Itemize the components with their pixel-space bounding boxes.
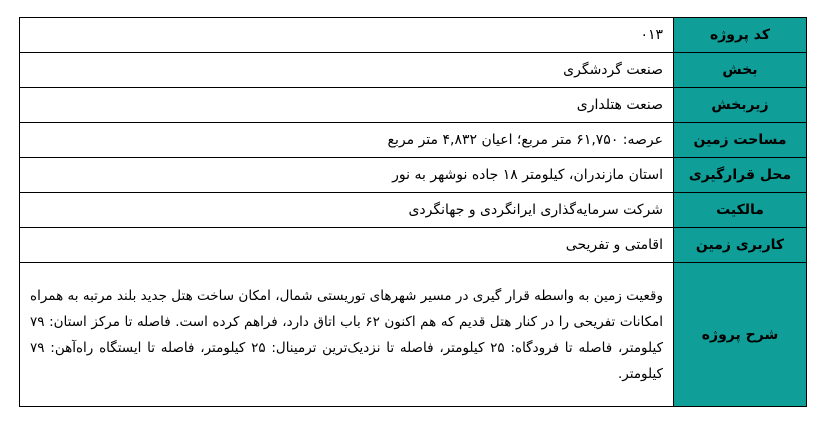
project-info-table [19, 17, 807, 407]
row-sector [20, 53, 807, 88]
label-description: شرح پروژه [674, 263, 807, 407]
row-land-use [20, 228, 807, 263]
row-land-area [20, 123, 807, 158]
label-land-use: کاربری زمین [674, 228, 807, 263]
label-subsector: زیربخش [674, 88, 807, 123]
row-subsector [20, 88, 807, 123]
row-ownership [20, 193, 807, 228]
value-land-area: عرصه: ۶۱,۷۵۰ متر مربع؛ اعیان ۴,۸۳۲ متر مربع [20, 123, 674, 158]
label-location: محل قرارگیری [674, 158, 807, 193]
label-project-code: کد پروژه [674, 18, 807, 53]
label-sector: بخش [674, 53, 807, 88]
row-description [20, 263, 807, 407]
value-sector: صنعت گردشگری [20, 53, 674, 88]
value-land-use: اقامتی و تفریحی [20, 228, 674, 263]
label-land-area: مساحت زمین [674, 123, 807, 158]
row-project-code [20, 18, 807, 53]
value-subsector: صنعت هتلداری [20, 88, 674, 123]
label-ownership: مالکیت [674, 193, 807, 228]
value-description: وقعیت زمین به واسطه قرار گیری در مسیر شهرهای توریستی شمال، امکان ساخت هتل جدید بلند مرتبه به همراه امکانات تفریحی را در کنار هتل قدیم که هم اکنون ۶۲ باب اتاق دارد، فراهم کرده است. فاصله تا مرکز استان: ۷۹ کیلومتر، فاصله تا فرودگاه: ۲۵ کیلومتر، فاصله تا نزدیک‌ترین ترمینال: ۲۵ کیلومتر، فاصله تا ایستگاه راه‌آهن: ۷۹ کیلومتر. [20, 263, 674, 407]
value-location: استان مازندران، کیلومتر ۱۸ جاده نوشهر به نور [20, 158, 674, 193]
value-ownership: شرکت سرمایه‌گذاری ایرانگردی و جهانگردی [20, 193, 674, 228]
row-location [20, 158, 807, 193]
value-project-code: ۰۱۳ [20, 18, 674, 53]
